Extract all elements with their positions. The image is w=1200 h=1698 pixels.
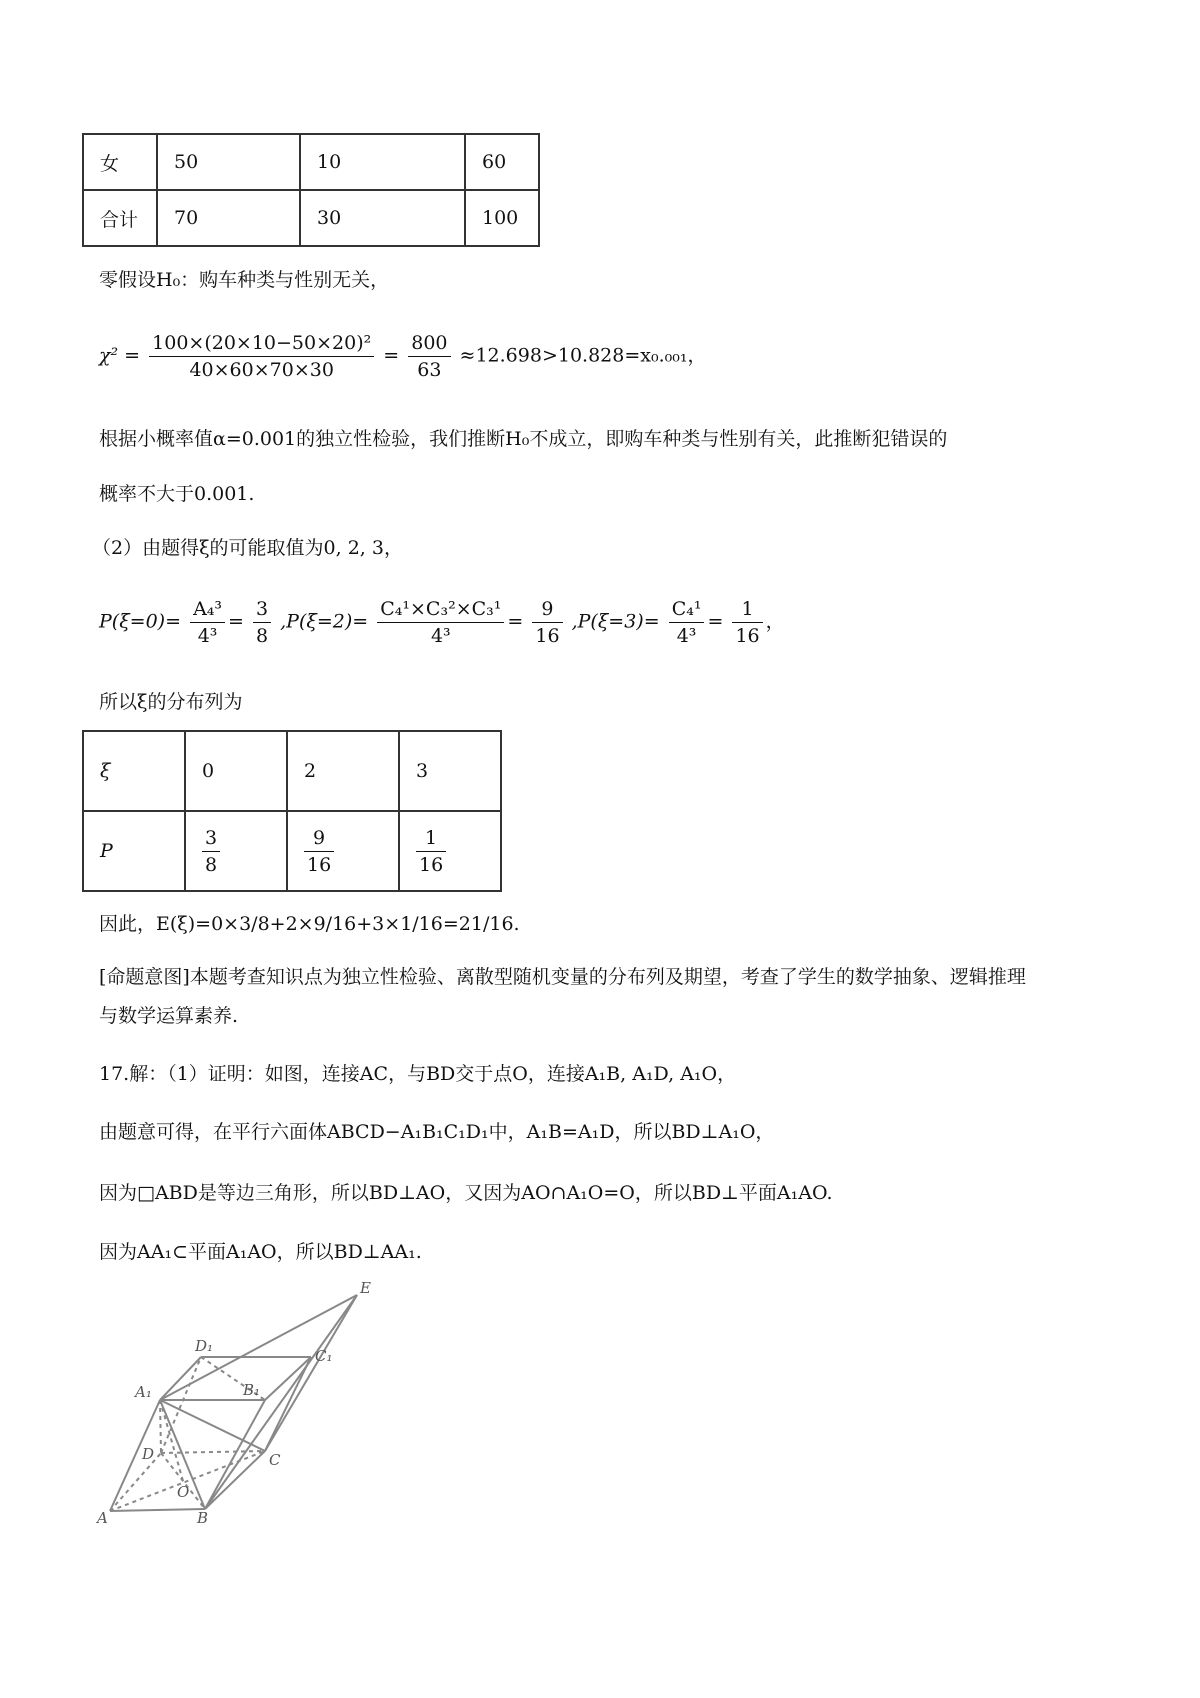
table-cell: ξ (83, 731, 185, 811)
numerator: 1 (732, 596, 762, 623)
table-row (83, 811, 501, 891)
fraction (377, 596, 504, 649)
table-cell: 合计 (83, 190, 157, 246)
figure-label: E (360, 1279, 371, 1297)
null-hypothesis: 零假设H₀：购车种类与性别无关， (99, 269, 390, 291)
parallelepiped-figure (95, 1275, 385, 1525)
numerator: C₄¹×C₃²×C₃¹ (377, 596, 504, 623)
figure-label: O (177, 1483, 190, 1501)
fraction (190, 596, 225, 649)
chi-tail: ≈12.698>10.828=x₀.₀₀₁， (459, 344, 707, 367)
fraction (149, 330, 374, 383)
denominator: 16 (307, 853, 332, 876)
table-cell (287, 811, 399, 891)
numerator: 800 (408, 330, 450, 357)
numerator: A₄³ (190, 596, 225, 623)
numerator: C₄¹ (669, 596, 705, 623)
distribution-table (82, 730, 502, 892)
conclusion-line-1: 根据小概率值α=0.001的独立性检验，我们推断H₀不成立，即购车种类与性别有关，此推断犯错误的 (99, 428, 948, 450)
denominator: 40×60×70×30 (189, 359, 334, 381)
numerator: 100×(20×10−50×20)² (149, 330, 374, 357)
p0-lhs: P(ξ=0)= (99, 610, 182, 633)
figure-label: D₁ (195, 1337, 214, 1355)
denominator: 16 (735, 625, 760, 647)
intent-line-2: 与数学运算素养. (99, 1005, 239, 1027)
tail: ， (765, 610, 785, 633)
table-cell (185, 811, 287, 891)
numerator: 9 (532, 596, 562, 623)
dist-intro: 所以ξ的分布列为 (99, 691, 243, 713)
problem17-line-2: 由题意可得，在平行六面体ABCD−A₁B₁C₁D₁中，A₁B=A₁D，所以BD⊥A₁O， (99, 1121, 775, 1143)
figure-label: B (197, 1509, 209, 1525)
denominator: 4³ (430, 625, 451, 647)
table-row (83, 134, 539, 190)
denominator: 8 (256, 625, 269, 647)
chi-square-formula: χ² = $\frac{\text{100×(20×10−50×20)²}}{40\times 60\times 70\times 30}$ = $\frac{800}{63}$ ≈12.698>10.828=x₀.₀₀₁， (99, 332, 707, 381)
table-cell: 50 (157, 134, 300, 190)
figure-label: A (97, 1509, 108, 1525)
denominator: 63 (417, 359, 442, 381)
denominator: 4³ (197, 625, 218, 647)
numerator: 1 (416, 825, 446, 852)
table-cell: 2 (287, 731, 399, 811)
fraction (408, 330, 450, 383)
fraction (416, 825, 446, 878)
figure-label: C₁ (315, 1347, 333, 1365)
conclusion-line-2: 概率不大于0.001. (99, 483, 255, 505)
part2-intro: （2）由题得ξ的可能取值为0, 2, 3， (92, 537, 403, 559)
table-cell: 30 (300, 190, 465, 246)
table-cell: 70 (157, 190, 300, 246)
expectation: 因此，E(ξ)=0×3/8+2×9/16+3×1/16=21/16. (99, 913, 520, 935)
table-cell: 60 (465, 134, 539, 190)
fraction (669, 596, 705, 649)
problem17-line-3: 因为□ABD是等边三角形，所以BD⊥AO，又因为AO∩A₁O=O，所以BD⊥平面A₁AO. (99, 1182, 833, 1204)
figure-label: D (142, 1445, 155, 1463)
numerator: 9 (304, 825, 334, 852)
fraction (732, 596, 762, 649)
problem17-line-4: 因为AA₁⊂平面A₁AO，所以BD⊥AA₁. (99, 1241, 422, 1263)
table-cell: 10 (300, 134, 465, 190)
numerator: 3 (202, 825, 220, 852)
figure-label: C (269, 1451, 281, 1469)
table-cell: P (83, 811, 185, 891)
table-row (83, 190, 539, 246)
table-cell (399, 811, 501, 891)
figure-label: A₁ (135, 1383, 152, 1401)
fraction (532, 596, 562, 649)
contingency-table (82, 133, 540, 247)
table-cell: 女 (83, 134, 157, 190)
denominator: 16 (535, 625, 560, 647)
probability-formulas: P(ξ=0)= $\frac{\text{A₄³}}{\text{4³}}$ = $\frac{3}{8}$ ,P(ξ=2)= $\frac{\text{C₄¹×C₃²×C₃¹}}{\text{4³}}$ = $\frac{9}{16}$ ,P(ξ=3)= $\frac{\text{C₄¹}}{\text{4³}}$ = $\frac{1}{16}$ ， (99, 598, 785, 647)
table-cell: 100 (465, 190, 539, 246)
p2-lhs: ,P(ξ=2)= (280, 610, 369, 633)
denominator: 4³ (676, 625, 697, 647)
denominator: 16 (419, 853, 444, 876)
problem17-line-1: 17.解：（1）证明：如图，连接AC，与BD交于点O，连接A₁B, A₁D, A₁O， (99, 1063, 737, 1085)
p3-lhs: ,P(ξ=3)= (571, 610, 660, 633)
intent-line-1: [命题意图]本题考查知识点为独立性检验、离散型随机变量的分布列及期望，考查了学生的数学抽象、逻辑推理 (99, 966, 1026, 988)
fraction (304, 825, 334, 878)
table-cell: 0 (185, 731, 287, 811)
fraction (253, 596, 271, 649)
numerator: 3 (253, 596, 271, 623)
chi-lhs: χ² = (99, 344, 141, 367)
table-row (83, 731, 501, 811)
figure-label: B₁ (243, 1381, 261, 1399)
denominator: 8 (205, 853, 218, 876)
fraction (202, 825, 220, 878)
table-cell: 3 (399, 731, 501, 811)
